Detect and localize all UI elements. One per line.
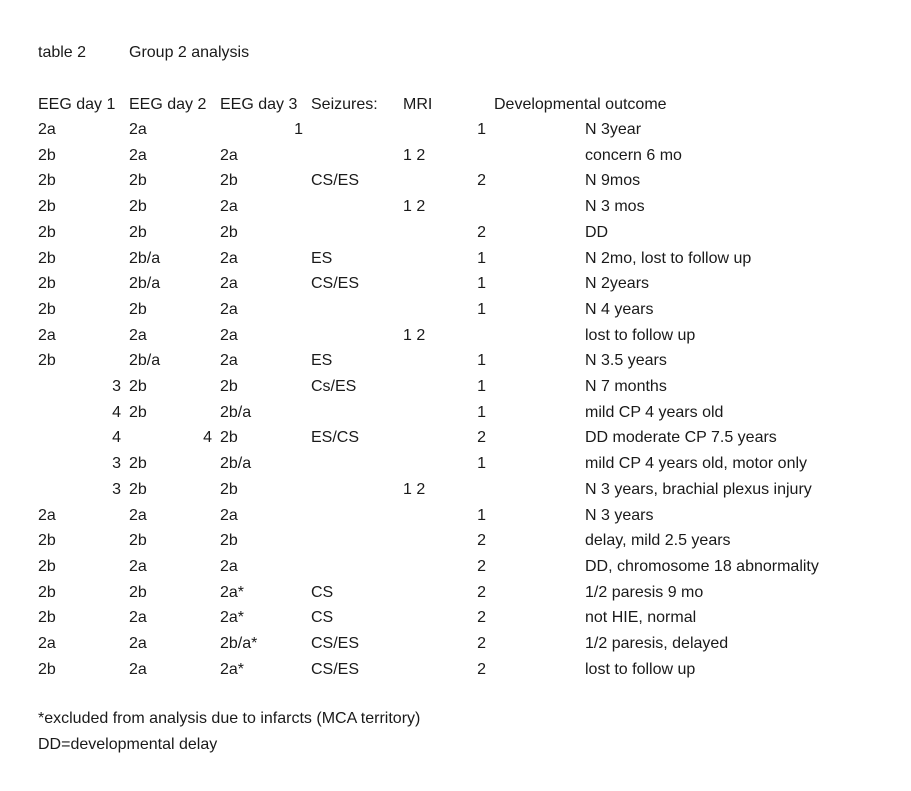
cell-eeg-day-3: 2b bbox=[220, 532, 238, 549]
cell-developmental-outcome: N 3 mos bbox=[585, 198, 645, 215]
cell-eeg-day-1: 2b bbox=[38, 301, 56, 318]
cell-developmental-outcome: delay, mild 2.5 years bbox=[585, 532, 731, 549]
cell-mri-overflow: 2 bbox=[477, 558, 486, 575]
cell-eeg-day-1: 2a bbox=[38, 507, 56, 524]
cell-eeg-day-2: 2b/a bbox=[129, 275, 161, 292]
cell-mri: 1 2 bbox=[403, 481, 426, 498]
cell-mri-overflow: 1 bbox=[477, 275, 486, 292]
cell-eeg-day-1-overflow: 4 bbox=[112, 404, 121, 421]
cell-developmental-outcome: DD moderate CP 7.5 years bbox=[585, 429, 777, 446]
cell-developmental-outcome: mild CP 4 years old bbox=[585, 404, 724, 421]
cell-eeg-day-1: 2b bbox=[38, 172, 56, 189]
cell-developmental-outcome: N 2years bbox=[585, 275, 650, 292]
cell-developmental-outcome: N 9mos bbox=[585, 172, 641, 189]
cell-eeg-day-1: 2b bbox=[38, 352, 56, 369]
header-developmental-outcome: Developmental outcome bbox=[494, 96, 667, 113]
cell-developmental-outcome: N 3year bbox=[585, 121, 642, 138]
cell-eeg-day-2: 2b bbox=[129, 301, 147, 318]
cell-eeg-day-3: 2a bbox=[220, 327, 238, 344]
cell-developmental-outcome: 1/2 paresis, delayed bbox=[585, 635, 729, 652]
cell-eeg-day-1: 2a bbox=[38, 635, 56, 652]
cell-mri-overflow: 2 bbox=[477, 584, 486, 601]
cell-eeg-day-3-overflow: 1 bbox=[294, 121, 303, 138]
cell-eeg-day-2: 2a bbox=[129, 661, 147, 678]
cell-mri-overflow: 2 bbox=[477, 661, 486, 678]
cell-eeg-day-3: 2b bbox=[220, 172, 238, 189]
cell-mri: 1 2 bbox=[403, 327, 426, 344]
cell-developmental-outcome: DD bbox=[585, 224, 609, 241]
cell-eeg-day-1: 2b bbox=[38, 532, 56, 549]
cell-eeg-day-3: 2b bbox=[220, 224, 238, 241]
cell-eeg-day-2: 2b bbox=[129, 404, 147, 421]
cell-seizures: ES bbox=[311, 250, 333, 267]
cell-eeg-day-1: 2b bbox=[38, 609, 56, 626]
cell-developmental-outcome: N 3 years, brachial plexus injury bbox=[585, 481, 812, 498]
cell-eeg-day-1: 2a bbox=[38, 327, 56, 344]
cell-seizures: ES/CS bbox=[311, 429, 360, 446]
cell-mri-overflow: 1 bbox=[477, 507, 486, 524]
cell-seizures: CS/ES bbox=[311, 661, 360, 678]
cell-mri-overflow: 1 bbox=[477, 301, 486, 318]
cell-eeg-day-2: 2a bbox=[129, 327, 147, 344]
cell-eeg-day-3: 2a bbox=[220, 250, 238, 267]
cell-eeg-day-2: 2b bbox=[129, 378, 147, 395]
cell-mri-overflow: 1 bbox=[477, 455, 486, 472]
header-eeg-day-2: EEG day 2 bbox=[129, 96, 207, 113]
cell-eeg-day-3: 2b bbox=[220, 481, 238, 498]
cell-mri-overflow: 1 bbox=[477, 404, 486, 421]
cell-eeg-day-2: 2a bbox=[129, 507, 147, 524]
cell-eeg-day-3: 2a* bbox=[220, 661, 245, 678]
cell-eeg-day-3: 2b/a* bbox=[220, 635, 258, 652]
cell-mri-overflow: 1 bbox=[477, 352, 486, 369]
cell-eeg-day-2: 2a bbox=[129, 609, 147, 626]
header-seizures: Seizures: bbox=[311, 96, 378, 113]
cell-mri-overflow: 2 bbox=[477, 532, 486, 549]
cell-mri-overflow: 2 bbox=[477, 429, 486, 446]
cell-mri-overflow: 2 bbox=[477, 609, 486, 626]
footnote-excluded: *excluded from analysis due to infarcts (MCA territory) bbox=[38, 710, 421, 727]
cell-developmental-outcome: N 2mo, lost to follow up bbox=[585, 250, 752, 267]
cell-eeg-day-3: 2a bbox=[220, 301, 238, 318]
cell-eeg-day-3: 2a* bbox=[220, 584, 245, 601]
cell-eeg-day-2: 2b bbox=[129, 198, 147, 215]
cell-eeg-day-2: 2b/a bbox=[129, 352, 161, 369]
cell-seizures: CS/ES bbox=[311, 172, 360, 189]
cell-mri: 1 2 bbox=[403, 147, 426, 164]
cell-mri: 1 2 bbox=[403, 198, 426, 215]
table-heading: Group 2 analysis bbox=[129, 44, 250, 61]
cell-eeg-day-1: 2b bbox=[38, 558, 56, 575]
cell-seizures: CS/ES bbox=[311, 635, 360, 652]
cell-eeg-day-2: 2b bbox=[129, 532, 147, 549]
cell-eeg-day-1-overflow: 4 bbox=[112, 429, 121, 446]
cell-eeg-day-1: 2b bbox=[38, 147, 56, 164]
cell-eeg-day-1-overflow: 3 bbox=[112, 481, 121, 498]
cell-eeg-day-2: 2b bbox=[129, 455, 147, 472]
cell-eeg-day-2: 2b bbox=[129, 481, 147, 498]
cell-developmental-outcome: N 3 years bbox=[585, 507, 654, 524]
cell-eeg-day-3: 2a bbox=[220, 507, 238, 524]
cell-developmental-outcome: lost to follow up bbox=[585, 327, 696, 344]
cell-eeg-day-1: 2a bbox=[38, 121, 56, 138]
cell-eeg-day-2: 2b bbox=[129, 224, 147, 241]
cell-mri-overflow: 1 bbox=[477, 250, 486, 267]
cell-seizures: Cs/ES bbox=[311, 378, 357, 395]
cell-eeg-day-3: 2a bbox=[220, 558, 238, 575]
header-mri: MRI bbox=[403, 96, 433, 113]
cell-eeg-day-3: 2a bbox=[220, 352, 238, 369]
cell-eeg-day-2: 2b bbox=[129, 172, 147, 189]
cell-seizures: CS bbox=[311, 584, 334, 601]
cell-eeg-day-2-overflow: 4 bbox=[203, 429, 212, 446]
cell-eeg-day-1: 2b bbox=[38, 661, 56, 678]
cell-eeg-day-3: 2a* bbox=[220, 609, 245, 626]
cell-developmental-outcome: concern 6 mo bbox=[585, 147, 682, 164]
cell-eeg-day-2: 2a bbox=[129, 121, 147, 138]
cell-developmental-outcome: 1/2 paresis 9 mo bbox=[585, 584, 704, 601]
cell-mri-overflow: 2 bbox=[477, 224, 486, 241]
cell-mri-overflow: 2 bbox=[477, 172, 486, 189]
cell-mri-overflow: 1 bbox=[477, 121, 486, 138]
header-eeg-day-1: EEG day 1 bbox=[38, 96, 116, 113]
cell-eeg-day-1-overflow: 3 bbox=[112, 378, 121, 395]
cell-developmental-outcome: N 3.5 years bbox=[585, 352, 667, 369]
cell-eeg-day-1: 2b bbox=[38, 584, 56, 601]
cell-eeg-day-1: 2b bbox=[38, 198, 56, 215]
cell-eeg-day-3: 2b bbox=[220, 429, 238, 446]
cell-eeg-day-3: 2a bbox=[220, 198, 238, 215]
cell-developmental-outcome: lost to follow up bbox=[585, 661, 696, 678]
table-label: table 2 bbox=[38, 44, 87, 61]
cell-eeg-day-1: 2b bbox=[38, 250, 56, 267]
header-eeg-day-3: EEG day 3 bbox=[220, 96, 298, 113]
cell-eeg-day-1: 2b bbox=[38, 275, 56, 292]
cell-seizures: CS bbox=[311, 609, 334, 626]
cell-seizures: CS/ES bbox=[311, 275, 360, 292]
cell-eeg-day-3: 2b/a bbox=[220, 455, 252, 472]
cell-eeg-day-3: 2a bbox=[220, 275, 238, 292]
cell-developmental-outcome: not HIE, normal bbox=[585, 609, 697, 626]
cell-eeg-day-1-overflow: 3 bbox=[112, 455, 121, 472]
cell-mri-overflow: 2 bbox=[477, 635, 486, 652]
cell-developmental-outcome: N 7 months bbox=[585, 378, 667, 395]
cell-eeg-day-3: 2b bbox=[220, 378, 238, 395]
cell-eeg-day-3: 2b/a bbox=[220, 404, 252, 421]
cell-seizures: ES bbox=[311, 352, 333, 369]
cell-eeg-day-1: 2b bbox=[38, 224, 56, 241]
cell-developmental-outcome: N 4 years bbox=[585, 301, 654, 318]
cell-developmental-outcome: DD, chromosome 18 abnormality bbox=[585, 558, 819, 575]
cell-developmental-outcome: mild CP 4 years old, motor only bbox=[585, 455, 808, 472]
footnote-dd-definition: DD=developmental delay bbox=[38, 736, 218, 753]
cell-eeg-day-2: 2a bbox=[129, 635, 147, 652]
cell-eeg-day-3: 2a bbox=[220, 147, 238, 164]
cell-mri-overflow: 1 bbox=[477, 378, 486, 395]
cell-eeg-day-2: 2b bbox=[129, 584, 147, 601]
cell-eeg-day-2: 2b/a bbox=[129, 250, 161, 267]
cell-eeg-day-2: 2a bbox=[129, 147, 147, 164]
cell-eeg-day-2: 2a bbox=[129, 558, 147, 575]
